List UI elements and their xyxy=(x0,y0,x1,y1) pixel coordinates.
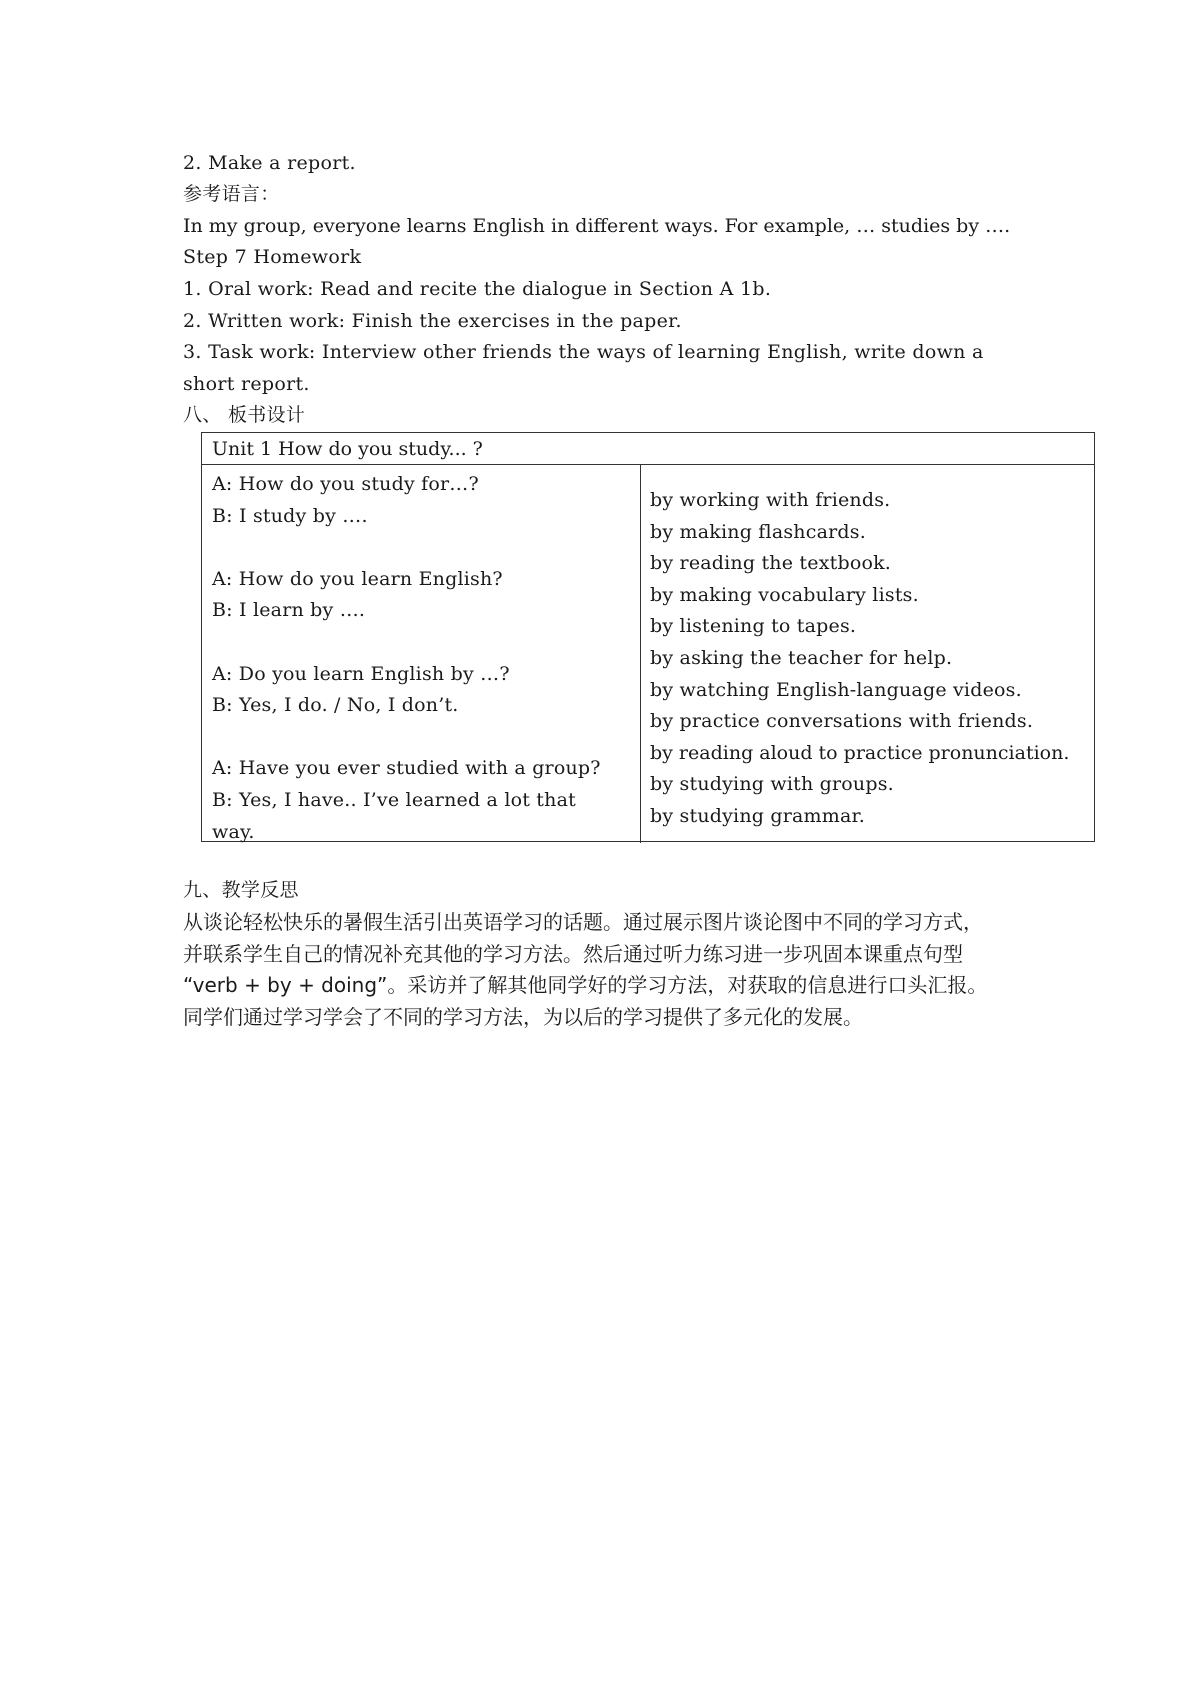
board-design-heading: 八、 板书设计 xyxy=(183,404,306,426)
dialogue-gap xyxy=(212,627,632,659)
reflection-line: “verb + by + doing”。采访并了解其他同学好的学习方法，对获取的信息进行口头汇报。 xyxy=(183,973,988,998)
reference-language-heading: 参考语言： xyxy=(183,183,280,205)
dialogue-line: B: I learn by …. xyxy=(212,599,366,622)
dialogue-line: A: How do you study for…? xyxy=(212,473,479,495)
homework-item-2: 2. Written work: Finish the exercises in the paper. xyxy=(183,310,682,332)
board-methods-column xyxy=(650,485,1090,833)
homework-item-3: 3. Task work: Interview other friends the ways of learning English, write down a xyxy=(183,341,984,363)
method-item: by asking the teacher for help. xyxy=(650,646,953,669)
homework-item-3-cont: short report. xyxy=(183,373,310,395)
method-item: by reading aloud to practice pronunciation. xyxy=(650,741,1070,764)
method-item: by studying grammar. xyxy=(650,804,865,827)
dialogue-line: B: Yes, I do. / No, I don’t. xyxy=(212,694,459,717)
method-item: by practice conversations with friends. xyxy=(650,710,1034,733)
method-item: by listening to tapes. xyxy=(650,615,857,638)
reflection-line: 并联系学生自己的情况补充其他的学习方法。然后通过听力练习进一步巩固本课重点句型 xyxy=(183,941,963,966)
method-item: by watching English-language videos. xyxy=(650,678,1022,701)
reflection-paragraph xyxy=(183,907,1043,1033)
method-item: by working with friends. xyxy=(650,489,891,511)
dialogue-line: A: How do you learn English? xyxy=(212,567,503,590)
dialogue-line: B: Yes, I have.. I’ve learned a lot that xyxy=(212,788,576,811)
step-7-heading: Step 7 Homework xyxy=(183,246,362,268)
method-item: by making flashcards. xyxy=(650,520,866,543)
dialogue-line: A: Have you ever studied with a group? xyxy=(212,757,601,780)
method-item: by studying with groups. xyxy=(650,773,894,796)
board-design-table xyxy=(201,432,1095,842)
reflection-line: 同学们通过学习学会了不同的学习方法，为以后的学习提供了多元化的发展。 xyxy=(183,1004,863,1029)
dialogue-line: way. xyxy=(212,820,255,843)
dialogue-line: B: I study by …. xyxy=(212,504,368,527)
reflection-heading: 九、教学反思 xyxy=(183,879,299,901)
method-item: by reading the textbook. xyxy=(650,552,892,575)
board-title-row xyxy=(202,433,1094,465)
dialogue-gap xyxy=(212,722,632,754)
reference-language-text: In my group, everyone learns English in different ways. For example, … studies by …. xyxy=(183,215,1011,237)
homework-item-1: 1. Oral work: Read and recite the dialogue in Section A 1b. xyxy=(183,278,772,300)
board-dialogue-column xyxy=(212,469,632,848)
dialogue-line: A: Do you learn English by …? xyxy=(212,662,510,685)
dialogue-gap xyxy=(212,532,632,564)
method-item: by making vocabulary lists. xyxy=(650,583,919,606)
reflection-line: 从谈论轻松快乐的暑假生活引出英语学习的话题。通过展示图片谈论图中不同的学习方式， xyxy=(183,910,983,934)
make-report-line: 2. Make a report. xyxy=(183,152,356,174)
board-title: Unit 1 How do you study... ? xyxy=(212,438,483,460)
board-column-divider xyxy=(640,465,641,843)
